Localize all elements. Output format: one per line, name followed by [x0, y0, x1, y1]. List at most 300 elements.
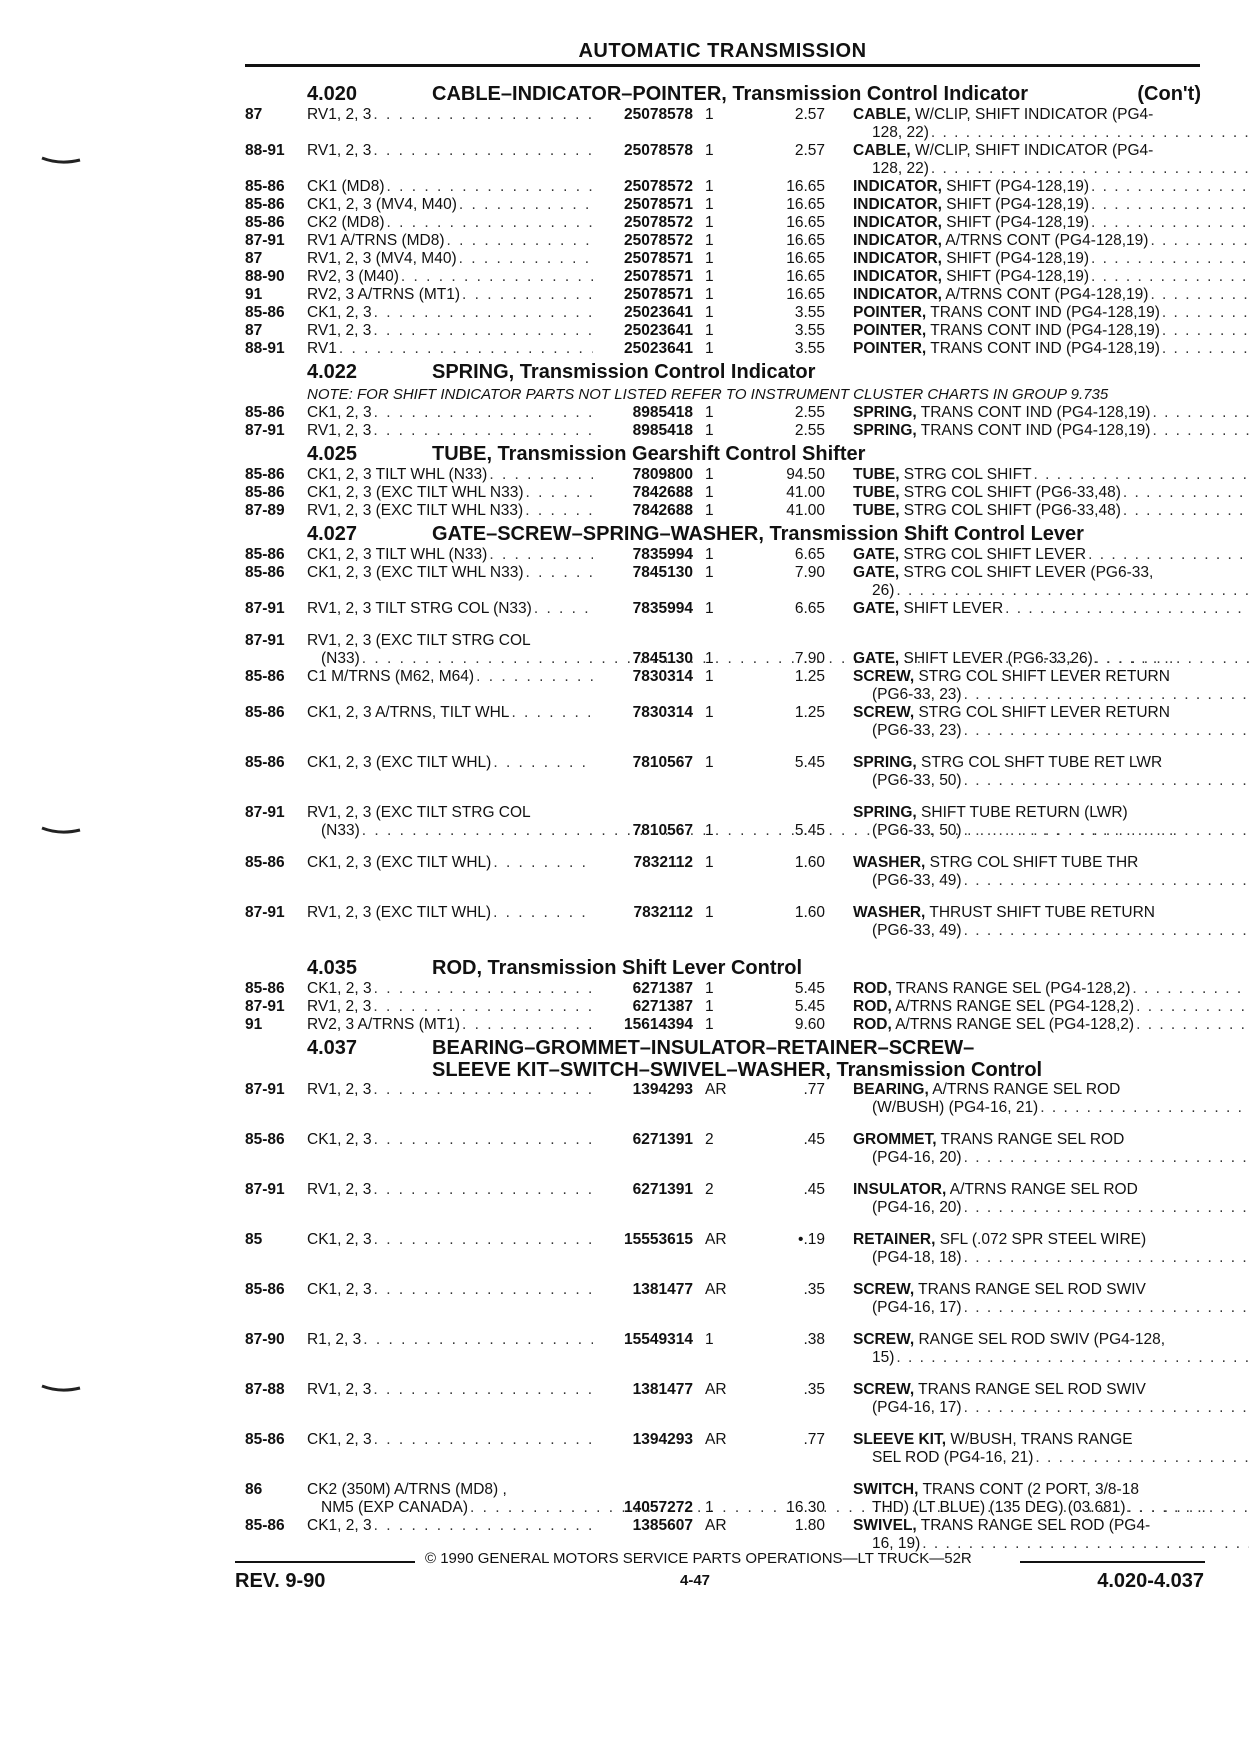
model-name: CK2 (350M) A/TRNS (MD8) ,: [307, 1481, 507, 1498]
description-line: [853, 854, 1249, 872]
price: 6.65: [794, 546, 825, 563]
model-cell: [307, 304, 593, 322]
description: [825, 1131, 1249, 1167]
description-line2: [853, 1299, 1249, 1317]
parts-row: [245, 250, 1205, 268]
model-cell: [307, 268, 593, 286]
model-year: 88-91: [245, 340, 285, 357]
part-detail: STRG COL SHIFT LEVER RETURN: [914, 668, 1170, 685]
dot-leader: [474, 668, 593, 704]
part-number: 7810567: [632, 822, 693, 839]
part-name: RETAINER,: [853, 1231, 936, 1248]
model-name: RV2, 3 A/TRNS (MT1): [307, 1016, 461, 1033]
quantity: 1: [705, 304, 714, 321]
description-text: [853, 250, 1089, 268]
description-text: [853, 904, 1155, 922]
model-cell: [307, 632, 593, 668]
price: 3.55: [794, 304, 825, 321]
model-name: RV1, 2, 3 (MV4, M40): [307, 250, 457, 267]
dot-leader: [1089, 196, 1249, 214]
description: [825, 546, 1249, 564]
quantity: 1: [705, 1499, 714, 1516]
section-title: [432, 1037, 1205, 1081]
model-cell: [307, 1131, 593, 1167]
parts-row: [245, 704, 1205, 740]
description-line: [853, 214, 1249, 232]
row-spacer: [245, 1467, 1205, 1481]
quantity: 1: [705, 1016, 714, 1033]
model-name: RV1, 2, 3: [307, 1181, 372, 1198]
dot-leader: [372, 1517, 593, 1553]
model-name: RV1, 2, 3 TILT STRG COL (N33): [307, 600, 532, 617]
row-spacer: [245, 1217, 1205, 1231]
description-text: [853, 1131, 1124, 1149]
parts-row: [245, 1181, 1205, 1217]
part-number: 25023641: [624, 322, 693, 339]
part-detail: W/BUSH, TRANS RANGE: [946, 1431, 1133, 1448]
section-heading: [245, 1037, 1205, 1081]
model-cell: [307, 854, 593, 890]
model-year: 85-86: [245, 1517, 285, 1534]
catalog-section: [245, 443, 1205, 520]
parts-row: [245, 632, 1205, 668]
catalog-section: [245, 361, 1205, 440]
price: 16.30: [786, 1499, 825, 1516]
footer-rule-left: [235, 1561, 415, 1563]
description-line2: [853, 922, 1249, 940]
footer-copyright: © 1990 GENERAL MOTORS SERVICE PARTS OPERATIONS—LT TRUCK—52R: [425, 1550, 972, 1567]
description-text: [853, 502, 1121, 520]
description-text: [853, 998, 1134, 1016]
model-name: C1 M/TRNS (M62, M64): [307, 668, 475, 685]
model-cell: [307, 1431, 593, 1467]
description-line: [853, 1181, 1249, 1199]
model-year: 85-86: [245, 754, 285, 771]
description: [825, 980, 1249, 998]
dot-leader: [361, 1331, 593, 1367]
part-detail: A/TRNS RANGE SEL (PG4-128,2): [891, 998, 1135, 1015]
model-name-cont: (N33): [321, 822, 360, 839]
description-line: [853, 650, 1249, 668]
dot-leader: [371, 1081, 593, 1117]
dot-leader: [371, 322, 593, 340]
dot-leader: [385, 178, 593, 196]
model-year: 88-90: [245, 268, 285, 285]
dot-leader: [399, 268, 593, 286]
dot-leader: [1089, 268, 1249, 286]
part-detail-cont: 128, 22): [872, 160, 929, 177]
part-number: 25078572: [624, 178, 693, 195]
quantity: 1: [705, 1331, 714, 1348]
dot-leader: [1093, 650, 1249, 668]
parts-row: [245, 322, 1205, 340]
part-number: 15614394: [624, 1016, 693, 1033]
parts-row: [245, 404, 1205, 422]
description: [825, 1181, 1249, 1217]
dot-leader: [929, 160, 1249, 178]
model-cell: [307, 546, 593, 564]
section-title: [432, 83, 1137, 106]
dot-leader: [1160, 322, 1249, 340]
part-number: 7845130: [632, 650, 693, 667]
part-number: 6271387: [632, 980, 693, 997]
description-line: [853, 142, 1249, 160]
model-year: 85-86: [245, 304, 285, 321]
model-name: CK1, 2, 3: [307, 1231, 372, 1248]
description-line: [853, 704, 1249, 722]
description: [825, 704, 1249, 740]
quantity: 1: [705, 466, 714, 483]
dot-leader: [371, 1381, 593, 1417]
model-cell: [307, 214, 593, 232]
description-line2: [853, 1199, 1249, 1217]
price: 2.55: [794, 422, 825, 439]
part-detail-cont: (PG6-33, 49): [872, 922, 962, 939]
dot-leader: [1032, 466, 1249, 484]
model-cell: [307, 250, 593, 268]
part-detail: TRANS CONT (2 PORT, 3/8-18: [918, 1481, 1139, 1498]
model-cell: [307, 404, 593, 422]
part-name: INDICATOR,: [853, 178, 942, 195]
parts-row: [245, 668, 1205, 704]
description: [825, 804, 1249, 840]
parts-row: [245, 1131, 1205, 1167]
part-name: SPRING,: [853, 404, 917, 421]
model-year: 91: [245, 1016, 263, 1033]
price: .38: [803, 1331, 825, 1348]
description-line2: [853, 1349, 1249, 1367]
description-line2: [853, 772, 1249, 790]
catalog-section: [245, 523, 1205, 954]
part-detail-cont: 16, 19): [872, 1535, 921, 1552]
part-name: SCREW,: [853, 1281, 915, 1298]
model-cell: [307, 422, 593, 440]
model-cell: [307, 1517, 593, 1553]
model-name: CK1, 2, 3: [307, 980, 372, 997]
model-year: 85-86: [245, 854, 285, 871]
page-title: AUTOMATIC TRANSMISSION: [578, 40, 867, 62]
dot-leader: [1033, 1449, 1249, 1467]
description: [825, 232, 1249, 250]
row-spacer: [245, 1417, 1205, 1431]
part-detail: SHIFT LEVER (PG6-33,26): [899, 650, 1093, 667]
description-text: [853, 1381, 1146, 1399]
model-year: 85-86: [245, 214, 285, 231]
row-spacer: [245, 1317, 1205, 1331]
quantity: 1: [705, 546, 714, 563]
part-number: 1381477: [632, 1281, 693, 1298]
dot-leader: [371, 422, 593, 440]
description-text: [853, 214, 1089, 232]
description-line2: [853, 872, 1249, 890]
dot-leader: [372, 404, 593, 422]
model-year: 87-90: [245, 1331, 285, 1348]
section-number: 4.025: [307, 443, 358, 465]
description: [825, 422, 1249, 440]
model-year: 87-91: [245, 804, 285, 821]
model-cell: [307, 340, 593, 358]
description-text: [853, 980, 1130, 998]
section-number: 4.022: [307, 361, 358, 383]
part-detail-cont: THD) (LT BLUE) (135 DEG) (03.681): [872, 1499, 1126, 1516]
dot-leader: [385, 214, 593, 232]
dot-leader: [524, 564, 594, 600]
model-name: RV1, 2, 3: [307, 1381, 372, 1398]
row-spacer: [245, 1267, 1205, 1281]
description-text: [853, 1231, 1146, 1249]
description-line: [853, 404, 1249, 422]
description-text: [853, 422, 1150, 440]
description: [825, 1481, 1249, 1517]
dot-leader: [1160, 340, 1249, 358]
section-heading: [245, 957, 1205, 980]
model-year: 85-86: [245, 466, 285, 483]
price: 5.45: [794, 998, 825, 1015]
model-cell: [307, 704, 593, 740]
description-text: [853, 1331, 1165, 1349]
section-title-line: GATE–SCREW–SPRING–WASHER, Transmission Shift Control Lever: [432, 523, 1084, 545]
model-cell: [307, 1081, 593, 1117]
quantity: 1: [705, 106, 714, 123]
price: 5.45: [794, 754, 825, 771]
description-line2: [853, 722, 1249, 740]
quantity: 1: [705, 214, 714, 231]
dot-leader: [371, 106, 593, 142]
price: .45: [803, 1131, 825, 1148]
model-cell: [307, 668, 593, 704]
model-year: 86: [245, 1481, 263, 1498]
model-name: RV1, 2, 3 (EXC TILT STRG COL: [307, 632, 531, 649]
model-year: 85-86: [245, 564, 285, 581]
description-line2: [853, 582, 1249, 600]
dot-leader: [337, 340, 593, 358]
model-name: CK1, 2, 3: [307, 304, 372, 321]
part-name: GATE,: [853, 546, 900, 563]
dot-leader: [491, 904, 593, 940]
description-text: [853, 484, 1121, 502]
description-line: [853, 564, 1249, 582]
model-year: 85-86: [245, 668, 285, 685]
model-year: 91: [245, 286, 263, 303]
price: .77: [803, 1081, 825, 1098]
parts-row: [245, 1431, 1205, 1467]
model-cell: [307, 466, 593, 484]
dot-leader: [372, 304, 593, 322]
part-name: BEARING,: [853, 1081, 929, 1098]
price: .35: [803, 1281, 825, 1298]
quantity: 1: [705, 980, 714, 997]
binder-hole-mark: [40, 1384, 82, 1394]
dot-leader: [372, 1281, 593, 1317]
price: 16.65: [786, 268, 825, 285]
model-cell: [307, 1231, 593, 1267]
model-year: 87: [245, 322, 263, 339]
price: •.19: [798, 1231, 825, 1248]
price: 1.60: [794, 854, 825, 871]
price: 16.65: [786, 250, 825, 267]
description: [825, 404, 1249, 422]
part-detail: A/TRNS CONT (PG4-128,19): [941, 232, 1149, 249]
part-detail: TRANS RANGE SEL ROD: [936, 1131, 1125, 1148]
part-detail: SHIFT (PG4-128,19): [941, 178, 1089, 195]
parts-row: [245, 178, 1205, 196]
description: [825, 106, 1249, 142]
quantity: AR: [705, 1081, 727, 1098]
part-detail: TRANS CONT IND (PG4-128,19): [926, 322, 1160, 339]
model-name-cont: (N33): [321, 650, 360, 667]
part-detail: SFL (.072 SPR STEEL WIRE): [935, 1231, 1147, 1248]
model-year: 87-91: [245, 232, 285, 249]
part-detail: W/CLIP, SHIFT INDICATOR (PG4-: [910, 142, 1154, 159]
dot-leader: [962, 1299, 1249, 1317]
part-name: ROD,: [853, 998, 892, 1015]
price: 7.90: [794, 564, 825, 581]
model-name: CK1, 2, 3 (MV4, M40): [307, 196, 457, 213]
description-text: [853, 404, 1150, 422]
model-year: 87-91: [245, 998, 285, 1015]
dot-leader: [1148, 286, 1249, 304]
price: .45: [803, 1181, 825, 1198]
part-number: 25078571: [624, 286, 693, 303]
part-detail-cont: 128, 22): [872, 124, 929, 141]
quantity: AR: [705, 1517, 727, 1534]
description-line: [853, 268, 1249, 286]
part-detail: A/TRNS CONT (PG4-128,19): [941, 286, 1149, 303]
quantity: 1: [705, 704, 714, 721]
parts-row: [245, 1016, 1205, 1034]
model-name-cont: NM5 (EXP CANADA): [321, 1499, 468, 1516]
part-name: SPRING,: [853, 422, 917, 439]
section-title-line: ROD, Transmission Shift Lever Control: [432, 957, 803, 979]
description-line2: [853, 1399, 1249, 1417]
description-text: [853, 142, 1153, 160]
dot-leader: [962, 1149, 1249, 1167]
description: [825, 1281, 1249, 1317]
part-number: 7835994: [632, 546, 693, 563]
row-spacer: [245, 790, 1205, 804]
quantity: 1: [705, 668, 714, 685]
section-title-line: SLEEVE KIT–SWITCH–SWIVEL–WASHER, Transmission Control: [432, 1059, 1043, 1081]
description-text: [853, 1016, 1134, 1034]
model-name: RV1, 2, 3: [307, 1081, 372, 1098]
part-detail: A/TRNS RANGE SEL ROD: [928, 1081, 1121, 1098]
model-year: 85-86: [245, 1281, 285, 1298]
quantity: 1: [705, 650, 714, 667]
quantity: 1: [705, 268, 714, 285]
model-year: 87-89: [245, 502, 285, 519]
section-title-line: CABLE–INDICATOR–POINTER, Transmission Control Indicator: [432, 83, 1028, 105]
section-number: 4.027: [307, 523, 358, 545]
description-line: [853, 546, 1249, 564]
description: [825, 668, 1249, 704]
price: 1.25: [794, 704, 825, 721]
parts-row: [245, 600, 1205, 618]
parts-row: [245, 1081, 1205, 1117]
part-name: WASHER,: [853, 854, 926, 871]
description: [825, 904, 1249, 940]
model-year: 85-86: [245, 1131, 285, 1148]
dot-leader: [372, 1231, 593, 1267]
quantity: 1: [705, 250, 714, 267]
model-cell: [307, 904, 593, 940]
model-cell: [307, 178, 593, 196]
price: 9.60: [794, 1016, 825, 1033]
part-name: SCREW,: [853, 1381, 915, 1398]
parts-row: [245, 754, 1205, 790]
part-detail-cont: 26): [872, 582, 895, 599]
description: [825, 600, 1249, 618]
dot-leader: [371, 142, 593, 178]
quantity: 1: [705, 178, 714, 195]
dot-leader: [962, 686, 1249, 704]
footer-rule-right: [1020, 1561, 1205, 1563]
description-line: [853, 322, 1249, 340]
model-cell: [307, 196, 593, 214]
part-detail: TRANS CONT IND (PG4-128,19): [916, 422, 1151, 439]
part-detail-cont: (PG6-33, 50): [872, 772, 962, 789]
part-detail-cont: (PG6-33, 23): [872, 722, 962, 739]
dot-leader: [962, 722, 1249, 740]
model-name: CK1, 2, 3: [307, 1431, 372, 1448]
model-cell: [307, 980, 593, 998]
description-line: [853, 904, 1249, 922]
description-line2: [853, 1249, 1249, 1267]
dot-leader: [1089, 214, 1249, 232]
model-name: CK1, 2, 3 (EXC TILT WHL): [307, 754, 492, 771]
dot-leader: [962, 822, 1249, 840]
part-detail-cont: SEL ROD (PG4-16, 21): [872, 1449, 1034, 1466]
section-number: 4.035: [307, 957, 358, 979]
footer-page-number: 4-47: [680, 1572, 711, 1589]
parts-row: [245, 232, 1205, 250]
price: 16.65: [786, 232, 825, 249]
part-detail: STRG COL SHIFT (PG6-33,48): [899, 484, 1121, 501]
dot-leader: [523, 502, 593, 520]
part-number: 6271387: [632, 998, 693, 1015]
parts-row: [245, 1331, 1205, 1367]
part-name: INDICATOR,: [853, 232, 942, 249]
model-name: CK1, 2, 3: [307, 1517, 372, 1534]
part-detail-cont: (PG4-16, 17): [872, 1299, 962, 1316]
part-name: INDICATOR,: [853, 196, 942, 213]
description-text: [853, 232, 1148, 250]
model-name: RV1, 2, 3 (EXC TILT WHL N33): [307, 502, 524, 519]
description-line: [853, 304, 1249, 322]
description: [825, 268, 1249, 286]
description-line: [853, 1381, 1249, 1399]
parts-row: [245, 998, 1205, 1016]
dot-leader: [1089, 250, 1249, 268]
parts-row: [245, 1517, 1205, 1553]
model-cell: [307, 754, 593, 790]
dot-leader: [491, 854, 593, 890]
part-detail-cont: (W/BUSH) (PG4-16, 21): [872, 1099, 1039, 1116]
part-detail: STRG COL SHIFT LEVER RETURN: [914, 704, 1170, 721]
dot-leader: [962, 772, 1249, 790]
price: 7.90: [794, 650, 825, 667]
model-cell: [307, 1481, 593, 1517]
part-name: INSULATOR,: [853, 1181, 947, 1198]
model-year: 85-86: [245, 404, 285, 421]
dot-leader: [1121, 484, 1249, 502]
quantity: 1: [705, 404, 714, 421]
dot-leader: [1148, 232, 1249, 250]
row-spacer: [245, 1367, 1205, 1381]
model-name: CK1, 2, 3: [307, 1281, 372, 1298]
model-year: 87: [245, 250, 263, 267]
quantity: 2: [705, 1131, 714, 1148]
part-detail: STRG COL SHIFT TUBE THR: [925, 854, 1139, 871]
